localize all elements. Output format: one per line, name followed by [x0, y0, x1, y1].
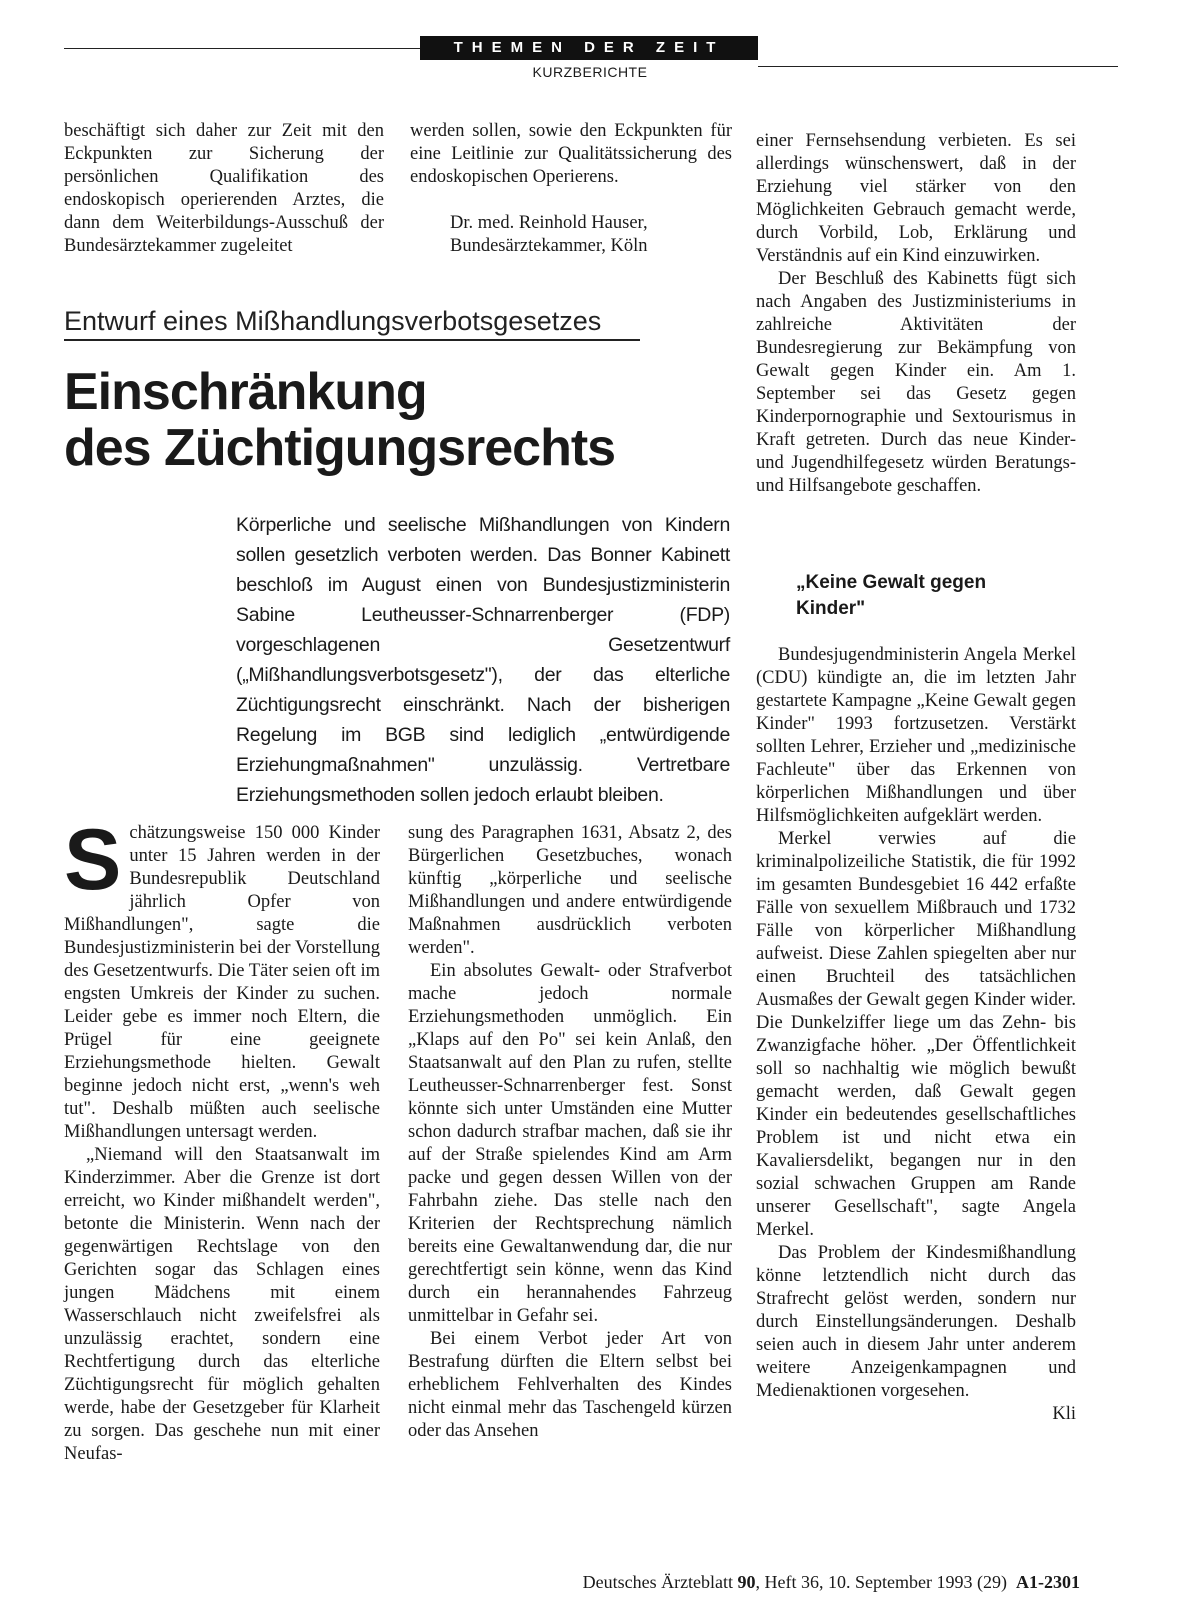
article-signoff: Kli	[1052, 1404, 1076, 1424]
article-col3-p3: Bundesjugendministerin Angela Merkel (CDU) kündigte an, die im letzten Jahr gestartete Kampagne „Keine Gewalt gegen Kinder" 1993 fortzusetzen. Verstärkt sollten Lehrer, Erzieher und „medizinische Fachleute" über das Erkennen von körperlichen Mißhandlungen und über Hilfsmöglichkeiten aufgeklärt werden.	[756, 645, 1076, 826]
subsection-label: KURZBERICHTE	[532, 64, 648, 80]
prev-article-col1	[64, 120, 384, 258]
header-rule-left	[64, 48, 420, 49]
article-col2-p2: Ein absolutes Gewalt- oder Strafverbot mache jedoch normale Erziehungsmethoden unmöglich. Ein „Klaps auf den Po" sei kein Anlaß, den Staatsanwalt auf den Plan zu rufen, stellte Leutheusser-Schnarrenberger fest. Sonst könnte sich unter Umständen eine Mutter schon dadurch strafbar machen, daß sie ihr auf der Straße spielendes Kind am Arm packe und gegen dessen Willen von der Fahrbahn ziehe. Das stelle nach den Kriterien der Rechtsprechung nämlich bereits eine Gewaltanwendung dar, die nur gerechtfertigt sein könne, wenn das Kind durch ein herannahendes Fahrzeug unmittelbar in Gefahr sei.	[408, 961, 732, 1326]
article-col2-p3: Bei einem Verbot jeder Art von Bestrafung dürften die Eltern selbst bei erheblichem Fehlverhalten des Kindes nicht einmal mehr das Taschengeld kürzen oder das Ansehen	[408, 1329, 732, 1441]
footer-volume: 90	[737, 1572, 756, 1592]
author-affiliation: Bundesärztekammer, Köln	[450, 236, 648, 256]
article-col1	[64, 812, 380, 1466]
section-banner: THEMEN DER ZEIT	[420, 36, 758, 60]
prev-article-col1-text: beschäftigt sich daher zur Zeit mit den Eckpunkten zur Sicherung der persönlichen Qualifikation des endoskopisch operierenden Arztes, die dann dem Weiterbildungs-Ausschuß der Bundesärztekammer zugeleitet	[64, 121, 384, 256]
headline-line-1: Einschränkung	[64, 363, 427, 421]
author-name: Dr. med. Reinhold Hauser,	[450, 213, 648, 233]
prev-article-signature	[450, 212, 740, 258]
article-col3-p2: Der Beschluß des Kabinetts fügt sich nach Angaben des Justizministeriums in zahlreiche Aktivitäten der Bundesregierung zur Bekämpfung von Gewalt gegen Kinder ein. Am 1. September sei das Gesetz gegen Kinderpornographie und Sextourismus in Kraft getreten. Durch das neue Kinder- und Jugendhilfegesetz würden Beratungs- und Hilfsangebote geschaffen.	[756, 269, 1076, 496]
article-col3-top	[756, 130, 1076, 498]
article-subheading: „Keine Gewalt gegen Kinder"	[796, 572, 987, 619]
article-col3-p5: Das Problem der Kindesmißhandlung könne letztendlich nicht durch das Strafrecht gelöst werden, sondern nur durch Einstellungsänderungen. Deshalb seien auch in diesem Jahr unter anderem weitere Anzeigenkampagnen und Medienaktionen vorgesehen.	[756, 1243, 1076, 1401]
article-col2	[408, 822, 732, 1443]
footer-issue-date: , Heft 36, 10. September 1993 (29)	[755, 1572, 1007, 1592]
article-col3-p4: Merkel verwies auf die kriminalpolizeiliche Statistik, die für 1992 im gesamten Bundesgebiet 16 442 erfaßte Fälle von sexuellem Mißbrauch und 1732 Fälle von körperlicher Mißhandlung aufweist. Diese Zahlen spiegelten aber nur einen Bruchteil des tatsächlichen Ausmaßes der Gewalt gegen Kinder wider. Die Dunkelziffer liege um das Zehn- bis Zwanzigfache höher. „Der Öffentlichkeit soll so nachhaltig wie möglich bewußt gemacht werden, daß Gewalt gegen Kinder ein bedeutendes gesellschaftliches Problem ist und nicht etwa ein Kavaliersdelikt, begangen nur in den sozial schwachen Gruppen am Rande unserer Gesellschaft", sagte Angela Merkel.	[756, 829, 1076, 1240]
footer-journal: Deutsches Ärzteblatt	[582, 1572, 734, 1592]
drop-cap: S	[64, 812, 122, 908]
header-rule-right	[758, 66, 1118, 67]
page-footer	[520, 1572, 1080, 1593]
article-lead: Körperliche und seelische Mißhandlungen von Kindern sollen gesetzlich verboten werden. Das Bonner Kabinett beschloß im August einen von Bundesjustizministerin Sabine Leutheusser-Schnarrenberger (FDP) vorgeschlagenen Gesetzentwurf („Mißhandlungsverbotsgesetz"), der das elterliche Züchtigungsrecht einschränkt. Nach der bisherigen Regelung im BGB sind lediglich „entwürdigende Erziehungmaßnahmen" unzulässig. Vertretbare Erziehungsmethoden sollen jedoch erlaubt bleiben.	[236, 514, 730, 806]
article-col1-p2: „Niemand will den Staatsanwalt im Kinderzimmer. Aber die Grenze ist dort erreicht, wo Kinder mißhandelt werden", betonte die Ministerin. Wenn nach der gegenwärtigen Rechtslage von den Gerichten sogar das Schlagen eines jungen Mädchens mit einem Wasserschlauch nicht zweifelsfrei als unzulässig erachtet, sondern eine Rechtfertigung durch das elterliche Züchtigungsrecht für möglich gehalten werde, habe der Gesetzgeber für Klarheit zu sorgen. Das geschehe nun mit einer Neufas-	[64, 1145, 380, 1464]
headline-line-2: des Züchtigungsrechts	[64, 419, 616, 477]
article-headline	[64, 364, 704, 476]
article-col2-p1: sung des Paragraphen 1631, Absatz 2, des Bürgerlichen Gesetzbuches, wonach künftig „körperliche und seelische Mißhandlungen und andere entwürdigende Maßnahmen ausdrücklich verboten werden".	[408, 823, 732, 958]
article-kicker: Entwurf eines Mißhandlungsverbotsgesetzes	[64, 306, 640, 341]
prev-article-col2-text: werden sollen, sowie den Eckpunkten für eine Leitlinie zur Qualitätssicherung des endoskopischen Operierens.	[410, 121, 732, 187]
article-col1-p1-text: chätzungsweise 150 000 Kinder unter 15 Jahren werden in der Bundesrepublik Deutschland jährlich Opfer von Mißhandlungen", sagte die Bundesjustizministerin bei der Vorstellung des Gesetzentwurfs. Die Täter seien oft im engsten Umkreis der Kinder zu suchen. Leider gebe es immer noch Eltern, die Prügel für eine geeignete Erziehungsmethode hielten. Gewalt beginne jedoch nicht erst, „wenn's weh tut". Deshalb müßten auch seelische Mißhandlungen untersagt werden.	[64, 823, 380, 1142]
footer-page-number: A1-2301	[1016, 1572, 1080, 1592]
article-col1-p1	[64, 812, 380, 1144]
article-col3-bottom	[756, 644, 1076, 1426]
article-col3-p1: einer Fernsehsendung verbieten. Es sei allerdings wünschenswert, daß in der Erziehung viel stärker von den Möglichkeiten Gebrauch gemacht werde, durch Vorbild, Lob, Erklärung und Verständnis auf ein Kind einzuwirken.	[756, 131, 1076, 266]
prev-article-col2	[410, 120, 732, 189]
